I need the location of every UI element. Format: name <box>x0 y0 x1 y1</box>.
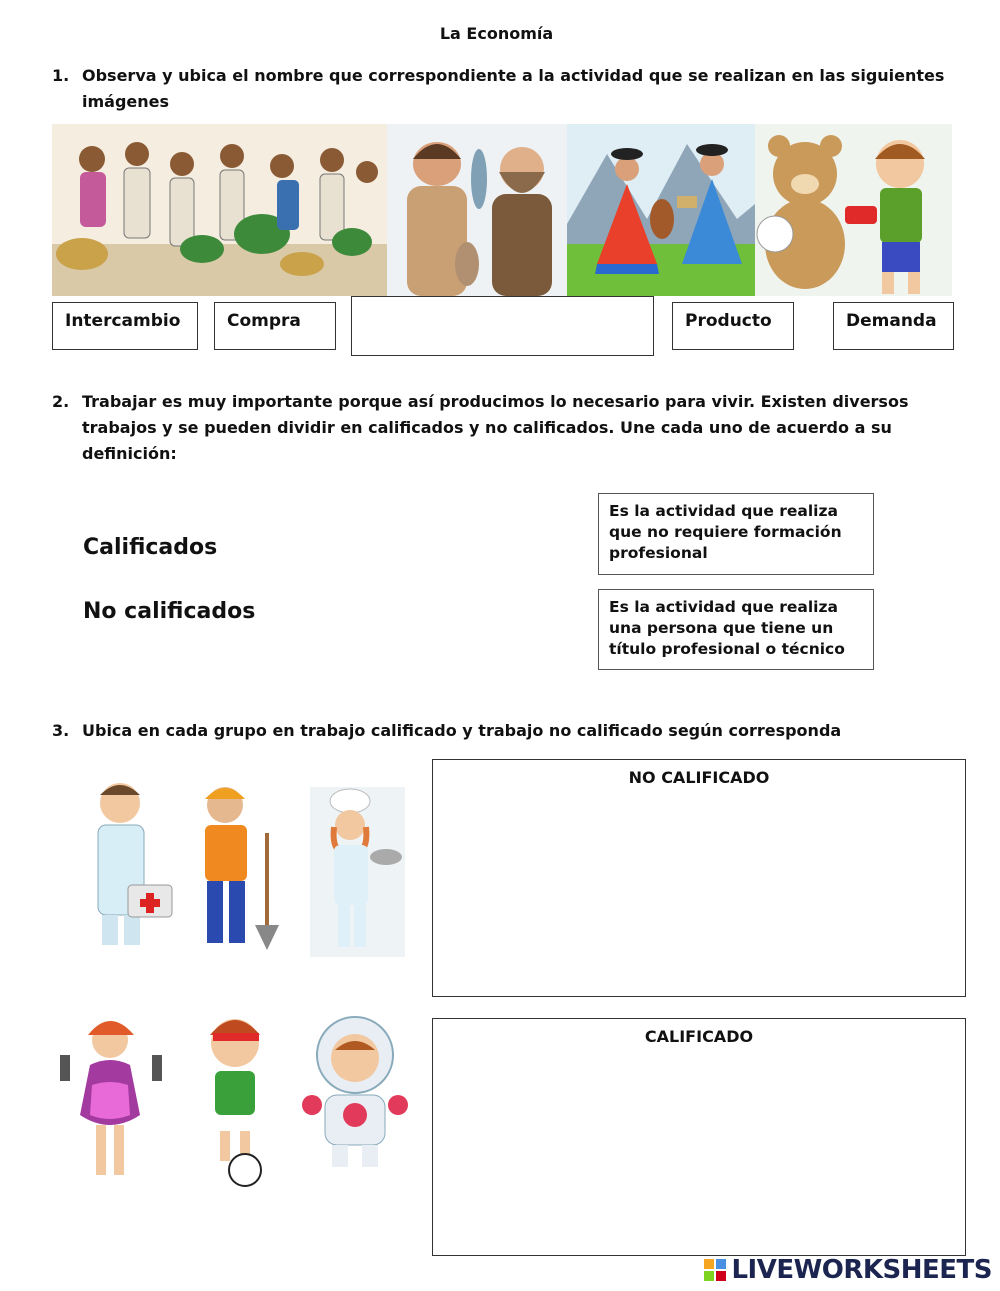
question-number: 2. <box>52 392 70 411</box>
question-number: 1. <box>52 66 70 85</box>
soccer-player-image[interactable] <box>210 1019 261 1186</box>
logo-mark-icon <box>704 1259 726 1281</box>
astronaut-image[interactable] <box>302 1017 408 1167</box>
economy-activities-illustration <box>52 124 952 296</box>
construction-worker-image[interactable] <box>205 787 279 950</box>
category-label: NO CALIFICADO <box>628 768 770 787</box>
answer-box-producto[interactable]: Producto <box>672 302 794 350</box>
question-1 <box>52 63 967 115</box>
andean-trade-scene-image <box>567 124 755 296</box>
category-box-calificado[interactable] <box>432 1018 966 1256</box>
chef-image[interactable] <box>310 787 405 957</box>
answer-box-compra[interactable]: Compra <box>214 302 336 350</box>
answer-box-demanda[interactable]: Demanda <box>833 302 954 350</box>
question-number: 3. <box>52 721 70 740</box>
definition-box-2[interactable]: Es la actividad que realiza una persona que tiene un título profesional o técnico <box>598 589 874 670</box>
term-calificados[interactable]: Calificados <box>83 535 218 560</box>
liveworksheets-logo <box>704 1255 992 1285</box>
page-title: La Economía <box>439 24 554 43</box>
toy-exchange-scene-image <box>755 124 952 296</box>
workers-group-1-illustration <box>80 775 410 960</box>
answer-box-empty[interactable] <box>351 296 654 356</box>
question-text: Ubica en cada grupo en trabajo calificado y trabajo no calificado según corresponda <box>82 721 842 740</box>
term-no-calificados[interactable]: No calificados <box>83 599 256 624</box>
doctor-image[interactable] <box>98 783 172 945</box>
question-text: Observa y ubica el nombre que correspondiente a la actividad que se realizan en las siguientes imágenes <box>82 66 945 111</box>
market-scene-image <box>52 124 387 296</box>
question-2 <box>52 389 967 467</box>
definition-box-1[interactable]: Es la actividad que realiza que no requiere formación profesional <box>598 493 874 575</box>
workers-group-2-illustration <box>60 1005 420 1190</box>
question-3 <box>52 718 967 744</box>
category-label: CALIFICADO <box>644 1027 754 1046</box>
category-box-no-calificado[interactable] <box>432 759 966 997</box>
logo-text: LIVEWORKSHEETS <box>731 1255 992 1285</box>
answer-box-intercambio[interactable]: Intercambio <box>52 302 198 350</box>
hairdresser-image[interactable] <box>60 1021 162 1175</box>
question-text: Trabajar es muy importante porque así producimos lo necesario para vivir. Existen diversos trabajos y se pueden dividir en calificados y no calificados. Une cada uno de acuerdo a su definición: <box>82 392 909 463</box>
barter-scene-image <box>387 124 567 296</box>
